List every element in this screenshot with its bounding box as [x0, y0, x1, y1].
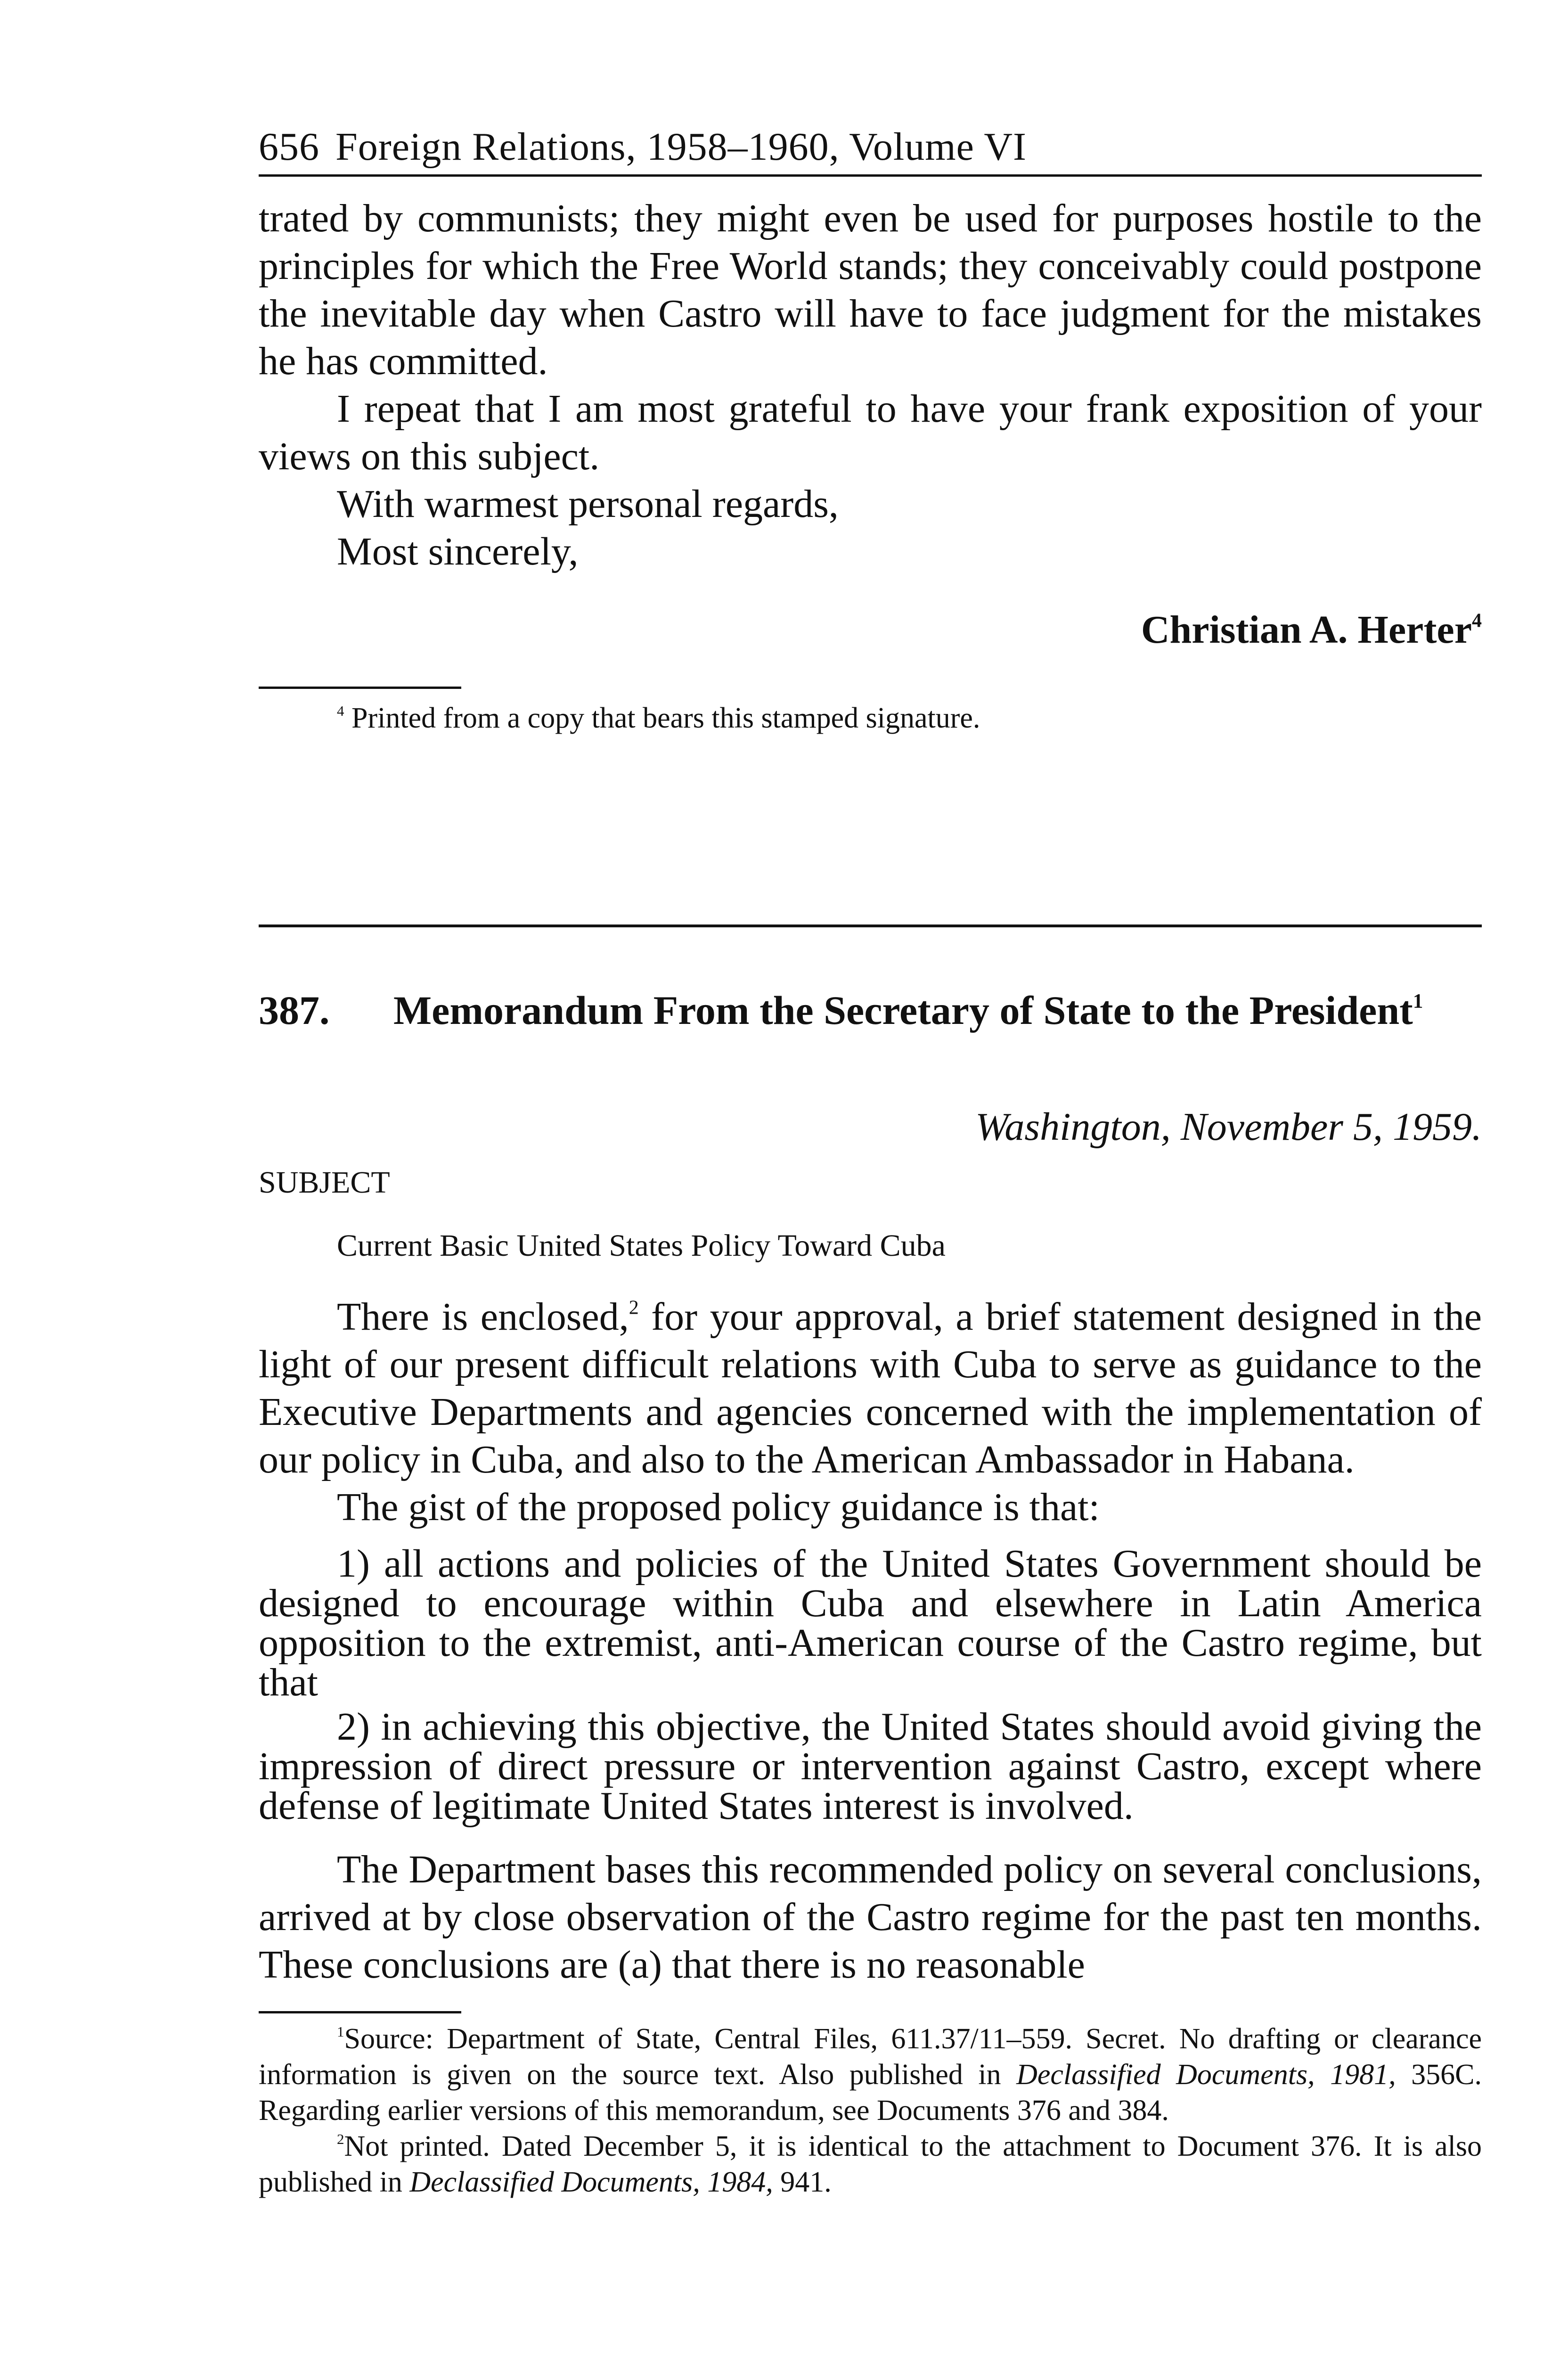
footnote-1 [259, 2021, 1482, 2128]
footnote-ref-1: 1 [1413, 990, 1423, 1013]
footnote-1-text-a: Source: Department of State, Central Files, 611.37/11–559. Secret. No drafting or clearance information is given on the source text. Also published in [259, 2023, 1482, 2091]
conclusions-paragraph: The Department bases this recommended policy on several conclusions, arrived at by close observation of the Castro regime for the past ten months. These conclusions are (a) that there is no reasonable [259, 1848, 1482, 1987]
footnote-2-text-a: Not printed. Dated December 5, it is identical to the attachment to Document 376. It is also published in [259, 2130, 1482, 2198]
document-number: 387. [259, 988, 330, 1033]
page-number: 656 [259, 125, 319, 169]
footnote-1-italic: Declassified Documents, 1981, [1016, 2059, 1396, 2091]
footnote-2-italic: Declassified Documents, 1984, [409, 2166, 773, 2198]
signature-name: Christian A. Herter [1141, 608, 1472, 652]
volume-title: Foreign Relations, 1958–1960, Volume VI [335, 125, 1027, 169]
enclosure-text-rest: for your approval, a brief statement designed in the light of our present difficult relations with Cuba to serve as guidance to the Executive Departments and agencies concerned with the implementation of our policy in Cuba, and also to the American Ambassador in Habana. [259, 1295, 1482, 1481]
section-divider [259, 924, 1482, 927]
subject-label: SUBJECT [259, 1165, 390, 1200]
gratitude-paragraph: I repeat that I am most grateful to have your frank exposition of your views on this subject. [259, 387, 1482, 478]
closing-sincerely: Most sincerely, [337, 530, 579, 573]
policy-item-1: 1) all actions and policies of the United States Government should be designed to encourage within Cuba and elsewhere in Latin America opposition to the extremist, anti-American course of the Castro regime, but that [259, 1542, 1482, 1704]
subject-text: Current Basic United States Policy Toward Cuba [337, 1228, 946, 1263]
footnote-marker-4: 4 [337, 703, 344, 720]
footnote-4-text: Printed from a copy that bears this stamped signature. [351, 702, 980, 734]
footnote-2 [259, 2128, 1482, 2200]
enclosure-paragraph [259, 1293, 1482, 1483]
footnote-1-text-b: 356C. Regarding earlier versions of this memorandum, see Documents 376 and 384. [259, 2059, 1482, 2127]
footnote-rule-2 [259, 2011, 461, 2013]
footnote-rule [259, 687, 461, 689]
footnote-4 [259, 700, 1482, 736]
policy-item-2: 2) in achieving this objective, the United States should avoid giving the impression of direct pressure or intervention against Castro, except where defense of legitimate United States interest is involved. [259, 1705, 1482, 1828]
signature-line [259, 606, 1482, 654]
continued-paragraph: trated by communists; they might even be used for purposes hostile to the principles for which the Free World stands; they conceivably could postpone the inevitable day when Castro will have to face judgment for the mistakes he has committed. [259, 196, 1482, 383]
footnote-2-text-b: 941. [773, 2166, 832, 2198]
dateline: Washington, November 5, 1959. [975, 1105, 1482, 1149]
closing-regards: With warmest personal regards, [337, 482, 839, 526]
footnote-marker-1: 1 [337, 2023, 344, 2040]
document-page [259, 123, 1482, 2200]
enclosure-text-start: There is enclosed, [337, 1295, 629, 1339]
running-header [259, 123, 1482, 177]
document-title: Memorandum From the Secretary of State to the President [393, 988, 1413, 1033]
document-title-wrap [393, 987, 1423, 1034]
footnote-ref-2: 2 [629, 1297, 639, 1319]
document-heading [259, 987, 1482, 1034]
gist-paragraph: The gist of the proposed policy guidance is that: [337, 1485, 1100, 1529]
footnote-ref-4: 4 [1472, 610, 1482, 632]
footnote-marker-2: 2 [337, 2131, 344, 2148]
